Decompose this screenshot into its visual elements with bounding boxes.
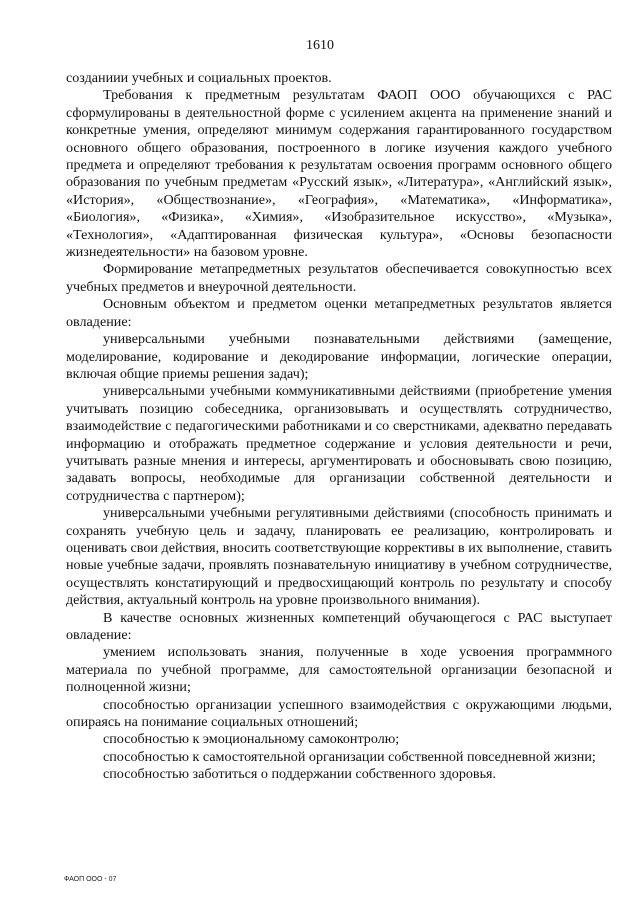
paragraph: способностью к эмоциональному самоконтролю; [103, 731, 400, 748]
page-number: 1610 [306, 38, 334, 53]
paragraph: В качестве основных жизненных компетенций обучающегося с РАС выступает овладение: [66, 609, 612, 643]
paragraph: Основным объектом и предметом оценки метапредметных результатов является овладение: [66, 296, 612, 330]
paragraph: способностью организации успешного взаимодействия с окружающими людьми, опираясь на понимание социальных отношений; [66, 696, 612, 731]
page-footer: ФАОП ООО - 07 [64, 876, 117, 883]
document-body [66, 70, 612, 784]
paragraph: универсальными учебными регулятивными действиями (способность принимать и сохранять учебную цель и задачу, планировать ее реализацию, контролировать и оценивать свои действия, вносить соответствующие коррективы в их выполнение, ставить новые учебные задачи, проявлять познавательную инициативу в учебном сотрудничестве, осуществлять констатирующий и предвосхищающий контроль по результату и способу действия, актуальный контроль на уровне произвольного внимания). [66, 505, 612, 609]
paragraph: универсальными учебными познавательными действиями (замещение, моделирование, кодирование и декодирование информации, логические операции, включая общие приемы решения задач); [66, 331, 612, 382]
paragraph: универсальными учебными коммуникативными действиями (приобретение умения учитывать позицию собеседника, организовывать и осуществлять сотрудничество, взаимодействие с педагогическими работниками и со сверстниками, адекватно передавать информацию и отображать предметное содержание и условия деятельности и речи, учитывать разные мнения и интересы, аргументировать и обосновывать свою позицию, задавать вопросы, необходимые для организации собственной деятельности и сотрудничества с партнером); [66, 383, 612, 504]
paragraph: созданиии учебных и социальных проектов. [66, 70, 332, 86]
paragraph: Требования к предметным результатам ФАОП ООО обучающихся с РАС сформулированы в деятельностной форме с усилением акцента на применение знаний и конкретные умения, определяют минимум содержания гарантированного государством основного общего образования, построенного в логике изучения каждого учебного предмета и определяют требования к результатам освоения программ основного общего образования по учебным предметам «Русский язык», «Литература», «Английский язык», «История», «Обществознание», «География», «Математика», «Информатика», «Биология», «Физика», «Химия», «Изобразительное искусство», «Музыка», «Технология», «Адаптированная физическая культура», «Основы безопасности жизнедеятельности» на базовом уровне. [66, 87, 612, 261]
paragraph: способностью к самостоятельной организации собственной повседневной жизни; [103, 748, 596, 765]
paragraph: умением использовать знания, полученные в ходе усвоения программного материала по учебной программе, для самостоятельной организации безопасной и полноценной жизни; [66, 644, 612, 696]
paragraph: Формирование метапредметных результатов обеспечивается совокупностью всех учебных предметов и внеурочной деятельности. [66, 261, 612, 295]
paragraph: способностью заботиться о поддержании собственного здоровья. [103, 766, 497, 783]
